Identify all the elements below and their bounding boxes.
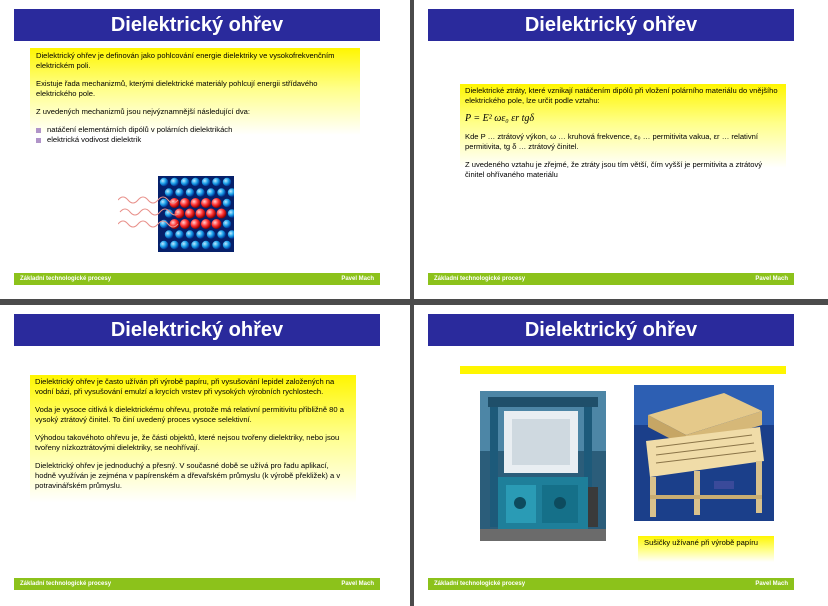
blue-particle <box>170 241 178 249</box>
paragraph: Výhodou takovéhoto ohřevu je, že části objektů, které nejsou tvořeny dielektriky, nebo jsou tvořeny nízkoztrátovými dielektriky, se neohřívají. <box>35 433 340 452</box>
slide-title: Dielektrický ohřev <box>428 314 794 346</box>
bullet-item <box>36 125 354 135</box>
blue-particle <box>181 178 189 186</box>
blue-particle <box>223 220 231 228</box>
paragraph: Dielektrický ohřev je definován jako pohlcování energie dielektriky ve vysokofrekvenčním elektrickém poli. <box>36 51 335 70</box>
blue-particle <box>191 241 199 249</box>
blue-particle <box>223 199 231 207</box>
red-particle <box>206 209 216 219</box>
slide-footer <box>14 578 380 590</box>
bullet-text: elektrická vodivost dielektrik <box>47 135 142 144</box>
footer-author: Pavel Mach <box>341 276 374 282</box>
blue-particle <box>207 230 215 238</box>
slide-title: Dielektrický ohřev <box>428 9 794 41</box>
red-particle <box>201 219 211 229</box>
red-particle <box>180 219 190 229</box>
blue-particle <box>165 230 173 238</box>
slide-2[interactable] <box>414 0 824 299</box>
blue-particle <box>165 188 173 196</box>
slide-footer <box>428 273 794 285</box>
slide-footer <box>428 578 794 590</box>
blue-particle <box>181 241 189 249</box>
blue-particle <box>217 188 225 196</box>
blue-particle <box>217 230 225 238</box>
blue-particle <box>186 230 194 238</box>
slide-textbox <box>30 48 360 164</box>
footer-author: Pavel Mach <box>755 581 788 587</box>
red-particle <box>217 209 227 219</box>
paragraph: Existuje řada mechanizmů, kterými dielektrické materiály pohlcují energii střídavého elektrického pole. <box>36 79 318 98</box>
slide-4[interactable] <box>414 305 824 604</box>
blue-particle <box>186 188 194 196</box>
blue-particle <box>223 241 231 249</box>
blue-particle <box>207 188 215 196</box>
blue-particle <box>196 230 204 238</box>
slide-1[interactable] <box>0 0 410 299</box>
blue-particle <box>202 178 210 186</box>
bullet-icon <box>36 128 41 133</box>
red-particle <box>212 219 222 229</box>
blue-particle <box>191 178 199 186</box>
footer-course: Základní technologické procesy <box>434 581 526 587</box>
photo-caption: Sušičky užívané při výrobě papíru <box>638 536 774 562</box>
paragraph: Dielektrický ohřev je jednoduchý a přesný. V současné době se užívá pro řadu aplikací, hodně využíván je zejména v papírenském a dřevařském průmyslu (k výrobě překližek) a v potravinářském průmyslu. <box>35 461 341 490</box>
red-particle <box>196 209 206 219</box>
red-particle <box>191 198 201 208</box>
footer-author: Pavel Mach <box>755 276 788 282</box>
blue-particle <box>160 178 168 186</box>
paragraph: Kde P … ztrátový výkon, ω … kruhová frekvence, ε₀ … permitivita vakua, εr … relativní permitivita, tg δ … ztrátový činitel. <box>465 132 758 151</box>
paragraph: Voda je vysoce citlivá k dielektrickému ohřevu, protože má relativní permitivitu přibližně 80 a vysoký ztrátový činitel. To činí uvedený proces vysoce selektivní. <box>35 405 344 424</box>
bullet-text: natáčení elementárních dipólů v polárních dielektrikách <box>47 125 233 134</box>
red-particle <box>201 198 211 208</box>
red-particle <box>180 198 190 208</box>
highlight-bar <box>460 366 786 374</box>
slide-title: Dielektrický ohřev <box>14 314 380 346</box>
slide-3[interactable] <box>0 305 410 604</box>
paper-machine-photo <box>480 391 606 541</box>
footer-course: Základní technologické procesy <box>20 581 112 587</box>
red-particle <box>175 209 185 219</box>
paragraph: Dielektrický ohřev je často užíván při výrobě papíru, při vysušování lepidel založených na vodní bázi, při vysušování emulzí a krycích vrstev při vysokých výrobních rychlostech. <box>35 377 335 396</box>
dipole-illustration <box>118 176 234 252</box>
loss-formula: P = E² ωε₀ εr tgδ <box>465 113 535 124</box>
blue-particle <box>160 241 168 249</box>
dryer-photo <box>634 385 774 521</box>
red-particle <box>191 219 201 229</box>
red-particle <box>212 198 222 208</box>
blue-particle <box>170 178 178 186</box>
footer-author: Pavel Mach <box>341 581 374 587</box>
slide-footer <box>14 273 380 285</box>
blue-particle <box>202 241 210 249</box>
paragraph: Z uvedených mechanizmů jsou nejvýznamnější následující dva: <box>36 107 251 116</box>
slide-textbox <box>460 84 786 196</box>
slide-title: Dielektrický ohřev <box>14 9 380 41</box>
bullet-icon <box>36 138 41 143</box>
footer-course: Základní technologické procesy <box>434 276 526 282</box>
footer-course: Základní technologické procesy <box>20 276 112 282</box>
bullet-item <box>36 135 354 145</box>
red-particle <box>185 209 195 219</box>
blue-particle <box>175 230 183 238</box>
paragraph: Dielektrické ztráty, které vznikají natáčením dipólů při vložení polárního materiálu do vnějšího elektrického pole, lze určit podle vztahu: <box>465 86 778 105</box>
blue-particle <box>223 178 231 186</box>
blue-particle <box>212 178 220 186</box>
blue-particle <box>160 199 168 207</box>
paragraph: Z uvedeného vztahu je zřejmé, že ztráty jsou tím větší, čím vyšší je permitivita a ztrátový činitel ohřívaného materiálu <box>465 160 763 179</box>
blue-particle <box>196 188 204 196</box>
blue-particle <box>175 188 183 196</box>
slide-textbox <box>30 375 356 545</box>
blue-particle <box>212 241 220 249</box>
